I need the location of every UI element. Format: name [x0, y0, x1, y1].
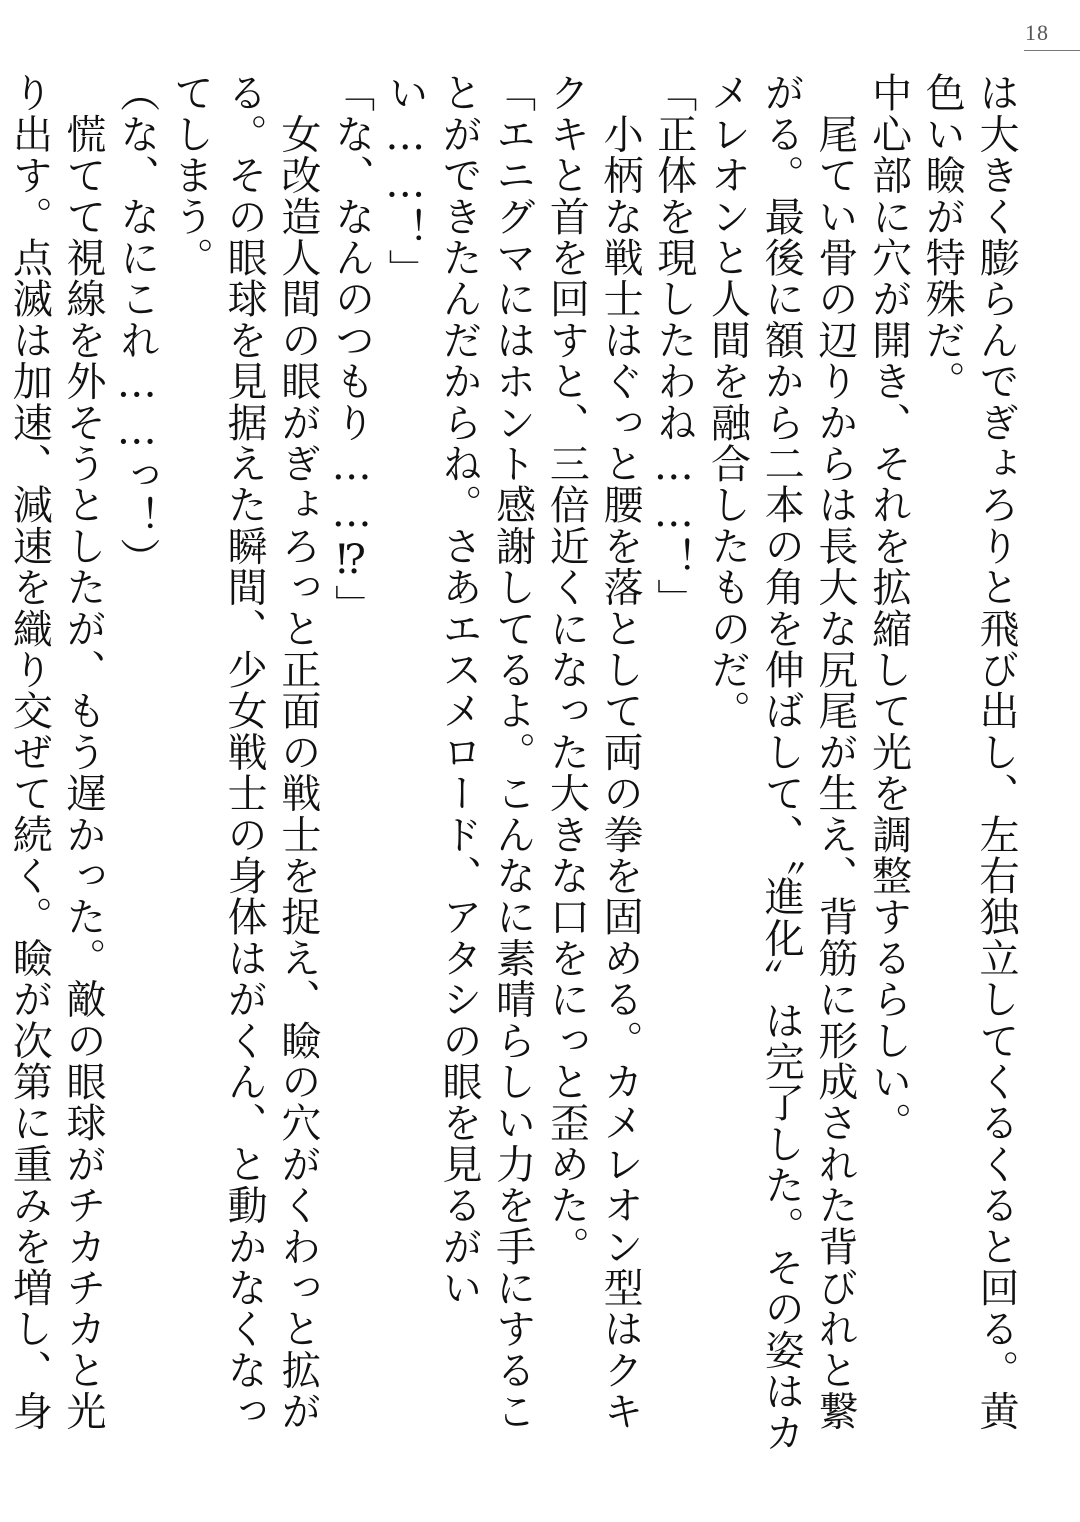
paragraph: （な、なにこれ……っ！）	[113, 72, 160, 579]
paragraph: 「エニグマにはホント感謝してるよ。こんなに素晴らしい力を手にすることができたんだからね。さあエスメロード、アタシの眼を見るがいい……！」	[382, 72, 536, 1432]
paragraph: 「正体を現したわね……！」	[650, 72, 697, 620]
paragraph: 女改造人間の眼がぎょろっと正面の戦士を捉え、瞼の穴がくわっと拡がる。その眼球を見据えた瞬間、少女戦士の身体はがくん、と動かなくなってしまう。	[167, 72, 321, 1432]
page-number: 18	[1025, 20, 1049, 45]
paragraph: 慌てて視線を外そうとしたが、もう遅かった。敵の眼球がチカチカと光り出す。点滅は加速、減速を織り交ぜて続く。瞼が次第に重みを増し、身	[6, 72, 107, 1432]
paragraph: 「な、なんのつもり……⁉」	[328, 72, 375, 626]
paragraph: は大きく膨らんでぎょろりと飛び出し、左右独立してくるくると回る。黄色い瞼が特殊だ。	[919, 72, 1019, 1432]
novel-body-text	[6, 72, 1022, 1472]
page-number-rule	[1024, 50, 1080, 51]
paragraph: 尾てい骨の辺りからは長大な尻尾が生え、背筋に形成された背びれと繋がる。最後に額から二本の角を伸ばして、〝進化〟は完了した。その姿はカメレオンと人間を融合したものだ。	[704, 72, 858, 1453]
paragraph: 中心部に穴が開き、それを拡縮して光を調整するらしい。	[865, 72, 912, 1144]
paragraph: 小柄な戦士はぐっと腰を落として両の拳を固める。カメレオン型はクキクキと首を回すと、三倍近くになった大きな口をにっと歪めた。	[543, 72, 644, 1432]
